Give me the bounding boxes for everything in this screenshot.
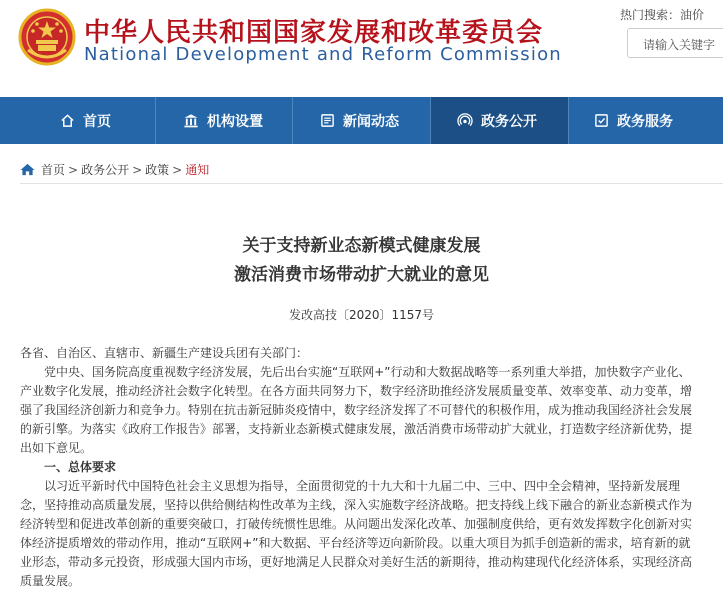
- nav-item-label: 新闻动态: [343, 113, 399, 130]
- search-input[interactable]: 请输入关键字: [627, 28, 723, 58]
- site-title-chinese[interactable]: 中华人民共和国国家发展和改革委员会: [84, 18, 544, 48]
- breadcrumb-link-policy[interactable]: 政策: [145, 163, 170, 177]
- article-salutation: 各省、自治区、直辖市、新疆生产建设兵团有关部门：: [20, 346, 309, 360]
- nav-item-services[interactable]: [594, 97, 673, 144]
- nav-item-label: 政务服务: [617, 113, 673, 130]
- breadcrumb-separator: >: [172, 162, 183, 177]
- building-icon: [183, 113, 199, 128]
- nav-item-news[interactable]: [320, 97, 399, 144]
- nav-divider: [568, 97, 569, 144]
- breadcrumb-link-home[interactable]: 首页: [41, 163, 66, 177]
- national-emblem-icon[interactable]: [18, 8, 76, 66]
- home-icon: [20, 163, 35, 176]
- broadcast-icon: [457, 113, 473, 128]
- site-title-english[interactable]: National Development and Reform Commission: [84, 44, 562, 65]
- nav-item-label: 政务公开: [481, 113, 537, 130]
- breadcrumb-divider: [20, 183, 723, 184]
- breadcrumb-separator: >: [68, 162, 79, 177]
- nav-divider: [292, 97, 293, 144]
- nav-item-label: 机构设置: [207, 113, 263, 130]
- breadcrumb-separator: >: [132, 162, 143, 177]
- nav-item-label: 首页: [83, 113, 111, 130]
- home-icon: [60, 113, 75, 128]
- article-title-line2: 激活消费市场带动扩大就业的意见: [234, 265, 489, 285]
- hot-search-label: 热门搜索：: [620, 8, 681, 22]
- hot-search: [620, 6, 704, 23]
- main-nav: [0, 97, 723, 144]
- service-icon: [594, 113, 609, 128]
- hot-search-link[interactable]: 油价: [680, 8, 705, 22]
- breadcrumb-link-government-affairs[interactable]: 政务公开: [81, 163, 130, 177]
- site-header: [0, 0, 723, 97]
- news-icon: [320, 113, 335, 128]
- article-paragraph: 以习近平新时代中国特色社会主义思想为指导，全面贯彻党的十九大和十九届二中、三中、四中全会精神，坚持新发展理念，坚持推动高质量发展，坚持以供给侧结构性改革为主线，深入实施数字经济战略。把支持线上线下融合的新业态新模式作为经济转型和促进改革创新的重要突破口，打破传统惯性思维。从问题出发深化改革、加强制度供给，更有效发挥数字化创新对实体经济提质增效的带动作用，推动“互联网+”和大数据、平台经济等迈向新阶段。以重大项目为抓手创造新的需求，培育新的就业形态，带动多元投资，形成强大国内市场，更好地满足人民群众对美好生活的新期待，推动构建现代化经济体系，实现经济高质量发展。: [20, 479, 693, 588]
- breadcrumb-link-notice[interactable]: 通知: [185, 163, 210, 177]
- nav-divider: [155, 97, 156, 144]
- article-title-line1: 关于支持新业态新模式健康发展: [242, 236, 481, 256]
- nav-item-government-affairs[interactable]: [431, 97, 568, 144]
- article-paragraph: 党中央、国务院高度重视数字经济发展，先后出台实施“互联网+”行动和大数据战略等一系列重大举措，加快数字产业化、产业数字化发展，推动经济社会数字化转型。在各方面共同努力下，数字经济助推经济发展质量变革、效率变革、动力变革，增强了我国经济创新力和竞争力。特别在抗击新冠肺炎疫情中，数字经济发挥了不可替代的积极作用，成为推动我国经济社会发展的新引擎。为落实《政府工作报告》部署，支持新业态新模式健康发展，激活消费市场带动扩大就业，打造数字经济新优势，提出如下意见。: [20, 365, 693, 455]
- section-heading: 一、总体要求: [44, 460, 117, 474]
- nav-item-organization[interactable]: [183, 97, 263, 144]
- document-number: 发改高技〔2020〕1157号: [288, 308, 435, 322]
- breadcrumb: [20, 161, 209, 178]
- nav-item-home[interactable]: [60, 97, 111, 144]
